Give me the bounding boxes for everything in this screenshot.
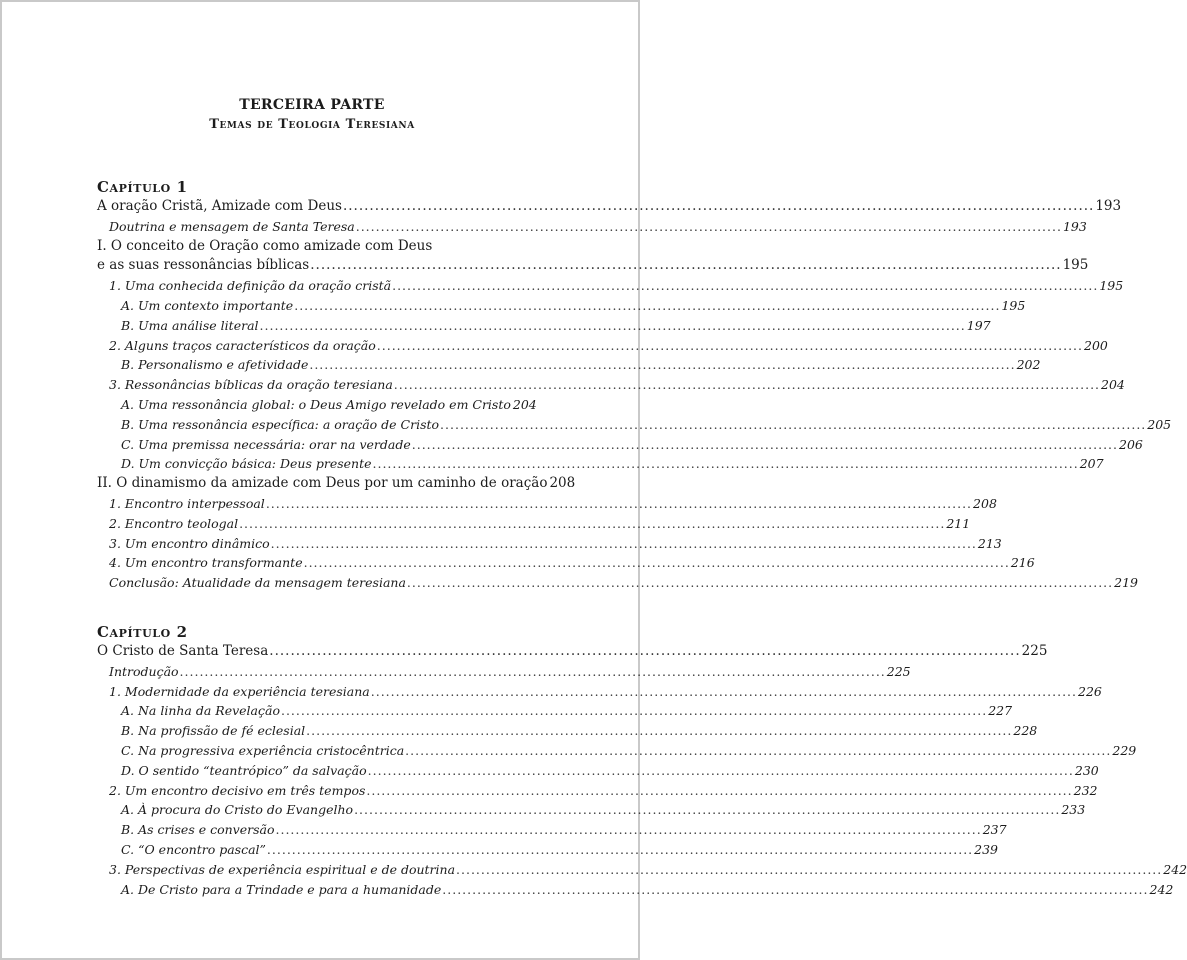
toc-entry-title: A. Na linha da Revelação xyxy=(121,703,280,719)
chapter-2 xyxy=(97,622,1187,899)
toc-entry-title: B. Na profissão de fé eclesial xyxy=(121,723,306,739)
dot-leader: .............................................................................................................................................. xyxy=(306,723,1013,739)
toc-entry[interactable] xyxy=(97,741,1137,761)
toc-page-number: 211 xyxy=(946,515,971,531)
toc-entry[interactable] xyxy=(97,642,1048,662)
dot-leader: .............................................................................................................................................. xyxy=(411,436,1118,452)
dot-leader: .............................................................................................................................................. xyxy=(309,357,1016,373)
toc-page-number: 195 xyxy=(1099,278,1124,294)
toc-page-number: 242 xyxy=(1149,881,1174,897)
toc-page-number: 232 xyxy=(1073,782,1098,798)
toc-entry[interactable] xyxy=(97,256,1089,276)
toc-entry[interactable] xyxy=(97,375,1125,395)
toc-entry[interactable] xyxy=(97,860,1187,880)
toc-entry-title: 3. Perspectivas de experiência espiritual e de doutrina xyxy=(109,861,456,877)
toc-entry[interactable] xyxy=(97,316,991,336)
toc-entry[interactable] xyxy=(97,336,1108,356)
dot-leader: .............................................................................................................................................. xyxy=(179,663,886,679)
dot-leader: .............................................................................................................................................. xyxy=(269,642,1021,659)
toc-entry[interactable] xyxy=(97,682,1102,702)
dot-leader: .............................................................................................................................................. xyxy=(440,416,1147,432)
toc-entry[interactable] xyxy=(97,454,1104,474)
dot-leader: .............................................................................................................................................. xyxy=(266,841,974,857)
toc-entry[interactable] xyxy=(97,474,576,494)
toc-entry-title: 2. Encontro teologal xyxy=(109,515,239,531)
toc-page-number: 208 xyxy=(973,495,997,511)
toc-page-number: 242 xyxy=(1163,861,1187,877)
dot-leader: .............................................................................................................................................. xyxy=(354,802,1061,818)
dot-leader: .............................................................................................................................................. xyxy=(376,337,1084,353)
toc-page-number: 226 xyxy=(1078,683,1102,699)
toc-page-number: 213 xyxy=(977,535,1002,551)
dot-leader: .............................................................................................................................................. xyxy=(303,555,1010,571)
toc-page-number: 204 xyxy=(512,396,537,412)
toc-entry[interactable] xyxy=(97,534,1002,554)
toc-entry-title: e as suas ressonâncias bíblicas xyxy=(97,257,310,274)
toc-entry-title: 3. Ressonâncias bíblicas da oração teresiana xyxy=(109,377,393,393)
toc-entry-title: A. À procura do Cristo do Evangelho xyxy=(121,802,354,818)
toc-page-number: 195 xyxy=(1062,257,1089,274)
dot-leader: .............................................................................................................................................. xyxy=(275,822,982,838)
toc-entry[interactable] xyxy=(97,840,999,860)
dot-leader: .............................................................................................................................................. xyxy=(372,456,1079,472)
toc-page-number: 206 xyxy=(1119,436,1143,452)
toc-entry[interactable] xyxy=(97,800,1086,820)
toc-entry-title: Doutrina e mensagem de Santa Teresa xyxy=(109,218,355,234)
toc-page-number: 230 xyxy=(1074,762,1099,778)
dot-leader: .............................................................................................................................................. xyxy=(239,515,946,531)
dot-leader: .............................................................................................................................................. xyxy=(442,881,1149,897)
toc-entry-title: C. Na progressiva experiência cristocêntrica xyxy=(121,742,405,758)
toc-entry-title: 3. Um encontro dinâmico xyxy=(109,535,270,551)
part-subtitle: Temas de Teologia Teresiana xyxy=(209,117,415,132)
toc-entry[interactable] xyxy=(97,197,1122,217)
toc-entry[interactable] xyxy=(97,435,1143,455)
dot-leader: .............................................................................................................................................. xyxy=(310,257,1062,274)
toc-page-number: 237 xyxy=(982,822,1007,838)
toc-entry-title: D. O sentido “teantrópico” da salvação xyxy=(121,762,367,778)
toc-page-number: 202 xyxy=(1016,357,1041,373)
toc-entry[interactable] xyxy=(97,573,1138,593)
dot-leader: .............................................................................................................................................. xyxy=(366,782,1073,798)
toc-entry[interactable] xyxy=(97,276,1124,296)
dot-leader: .............................................................................................................................................. xyxy=(355,218,1062,234)
part-title: TERCEIRA PARTE xyxy=(239,97,385,113)
toc-entry-title: A. Uma ressonância global: o Deus Amigo revelado em Cristo xyxy=(121,396,511,412)
toc-page-number: 219 xyxy=(1114,575,1138,591)
dot-leader: .............................................................................................................................................. xyxy=(270,535,977,551)
toc-entry-title: 2. Um encontro decisivo em três tempos xyxy=(109,782,366,798)
dot-leader: .............................................................................................................................................. xyxy=(370,683,1077,699)
toc-entry-title: Conclusão: Atualidade da mensagem teresiana xyxy=(109,575,406,591)
toc-page-number: 193 xyxy=(1095,198,1122,214)
dot-leader: .............................................................................................................................................. xyxy=(406,575,1114,591)
toc-entry-title: B. Uma análise literal xyxy=(121,317,259,333)
chapter-label: Capítulo 2 xyxy=(97,622,188,641)
toc-entry[interactable] xyxy=(97,355,1041,375)
toc-page-number: 233 xyxy=(1061,802,1086,818)
toc-page-number: 205 xyxy=(1147,416,1172,432)
toc-page-number: 204 xyxy=(1101,377,1125,393)
toc-page-number: 208 xyxy=(549,475,576,492)
toc-entry-title: B. As crises e conversão xyxy=(121,822,275,838)
toc-entry[interactable] xyxy=(97,701,1013,721)
toc-entry-title: A oração Cristã, Amizade com Deus xyxy=(97,198,342,214)
toc-page-number: 239 xyxy=(974,841,999,857)
toc-entry[interactable] xyxy=(97,217,1087,237)
dot-leader: .............................................................................................................................................. xyxy=(393,377,1101,393)
toc-entry-title: C. “O encontro pascal” xyxy=(121,841,266,857)
dot-leader: .............................................................................................................................................. xyxy=(367,762,1074,778)
toc-entry-title: Introdução xyxy=(109,663,179,679)
chapter-label: Capítulo 1 xyxy=(97,178,188,196)
toc-entry[interactable] xyxy=(97,494,997,514)
toc-list xyxy=(97,197,1172,593)
toc-entry-title: B. Uma ressonância específica: a oração de Cristo xyxy=(121,416,440,432)
toc-entry-line: I. O conceito de Oração como amizade com Deus xyxy=(97,237,433,254)
toc-page-number: 193 xyxy=(1062,218,1087,234)
toc-entry[interactable] xyxy=(97,514,971,534)
dot-leader: .............................................................................................................................................. xyxy=(294,297,1001,313)
dot-leader: .............................................................................................................................................. xyxy=(392,278,1099,294)
toc-entry-title: 1. Uma conhecida definição da oração cristã xyxy=(109,278,392,294)
toc-entry[interactable] xyxy=(97,395,537,415)
toc-page-number: 229 xyxy=(1112,742,1137,758)
dot-leader: .............................................................................................................................................. xyxy=(456,861,1163,877)
toc-entry[interactable] xyxy=(97,880,1174,900)
toc-entry[interactable] xyxy=(97,721,1038,741)
toc-entry[interactable] xyxy=(97,781,1098,801)
table-of-contents-page xyxy=(97,96,1187,899)
toc-entry-title: A. De Cristo para a Trindade e para a humanidade xyxy=(121,881,442,897)
toc-entry-title: 1. Modernidade da experiência teresiana xyxy=(109,683,370,699)
toc-entry-title: 2. Alguns traços característicos da oração xyxy=(109,337,376,353)
toc-entry[interactable] xyxy=(97,296,1026,316)
dot-leader: .............................................................................................................................................. xyxy=(259,317,966,333)
toc-entry-title: 4. Um encontro transformante xyxy=(109,555,303,571)
toc-entry[interactable] xyxy=(97,820,1007,840)
toc-page-number: 195 xyxy=(1001,297,1026,313)
toc-page-number: 207 xyxy=(1079,456,1104,472)
toc-entry[interactable] xyxy=(97,415,1172,435)
dot-leader: .............................................................................................................................................. xyxy=(265,495,973,511)
toc-entry-title: O Cristo de Santa Teresa xyxy=(97,642,269,659)
dot-leader: .............................................................................................................................................. xyxy=(342,198,1095,214)
toc-entry-title: C. Uma premissa necessária: orar na verdade xyxy=(121,436,411,452)
toc-entry[interactable] xyxy=(97,553,1035,573)
toc-page-number: 225 xyxy=(1021,642,1048,659)
toc-page-number: 200 xyxy=(1084,337,1108,353)
dot-leader: .............................................................................................................................................. xyxy=(280,703,988,719)
toc-entry-title: 1. Encontro interpessoal xyxy=(109,495,265,511)
toc-entry[interactable] xyxy=(97,662,911,682)
toc-page-number: 197 xyxy=(966,317,991,333)
toc-entry-title: D. Um convicção básica: Deus presente xyxy=(121,456,372,472)
toc-page-number: 228 xyxy=(1013,723,1038,739)
toc-page-number: 225 xyxy=(886,663,911,679)
chapter-1 xyxy=(97,178,1172,593)
toc-entry-title: B. Personalismo e afetividade xyxy=(121,357,309,373)
toc-entry-title: A. Um contexto importante xyxy=(121,297,294,313)
toc-list xyxy=(97,642,1187,899)
toc-page-number: 227 xyxy=(988,703,1013,719)
dot-leader: .............................................................................................................................................. xyxy=(405,742,1112,758)
toc-page-number: 216 xyxy=(1010,555,1035,571)
toc-entry[interactable] xyxy=(97,761,1099,781)
toc-entry-title: II. O dinamismo da amizade com Deus por um caminho de oração xyxy=(97,475,548,492)
